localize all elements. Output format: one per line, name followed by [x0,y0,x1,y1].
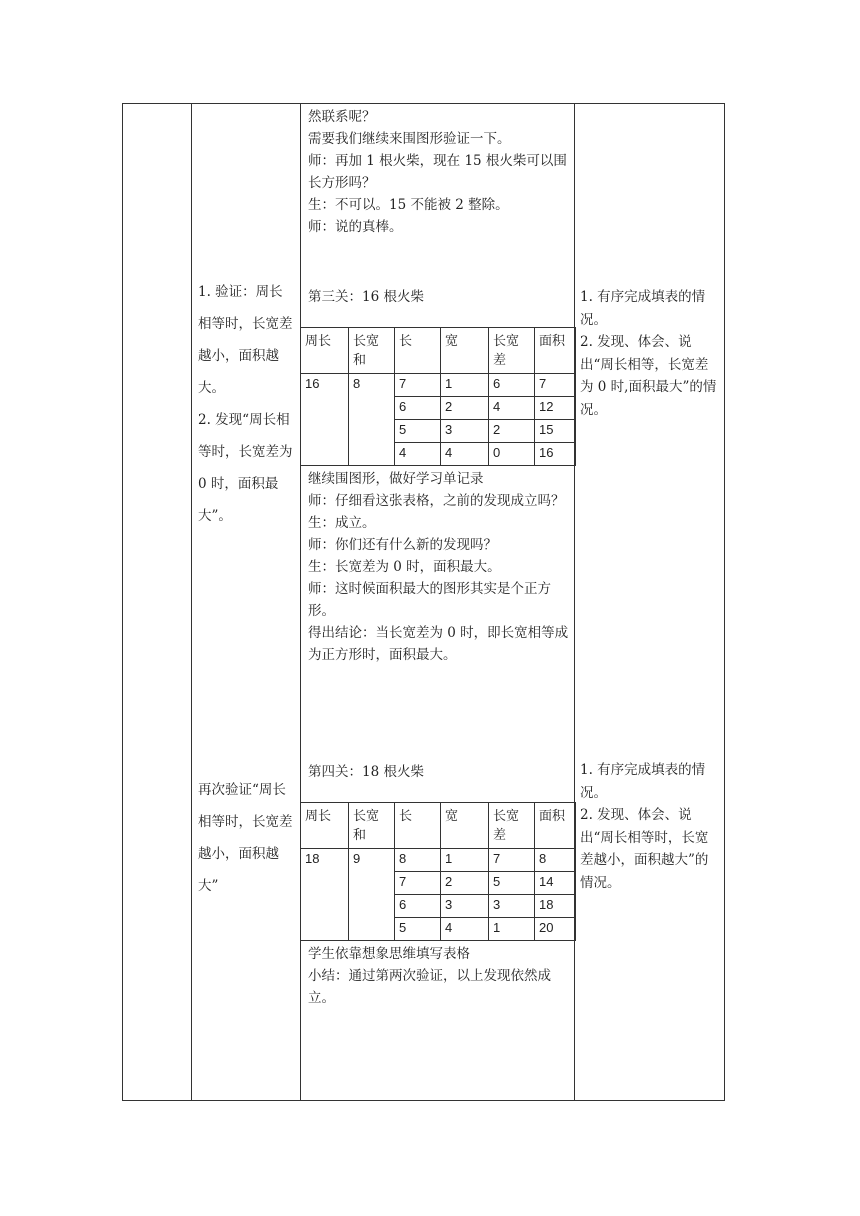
width-cell: 4 [441,443,489,466]
header-perimeter: 周长 [301,328,349,374]
header-sum: 长宽和 [349,328,395,374]
sum-cell: 8 [349,374,395,466]
header-diff: 长宽差 [489,328,535,374]
header-sum: 长宽和 [349,803,395,849]
perimeter-cell: 18 [301,849,349,941]
width-cell: 2 [441,397,489,420]
area-cell: 12 [535,397,576,420]
area-cell: 20 [535,918,576,941]
width-cell: 1 [441,374,489,397]
width-cell: 1 [441,849,489,872]
objective-block-2: 再次验证“周长相等时，长宽差越小，面积越大” [198,782,293,894]
diff-cell: 6 [489,374,535,397]
header-area: 面积 [535,803,576,849]
dialogue-line: 学生依靠想象思维填写表格 [308,946,470,962]
assessment-item: 2. 发现、体会、说出“周长相等时，长宽差越小，面积越大”的情况。 [580,807,709,891]
length-cell: 7 [395,374,441,397]
area-cell: 18 [535,895,576,918]
level4-table [300,802,576,941]
level3-table [300,327,576,466]
header-width: 宽 [441,803,489,849]
sum-cell: 9 [349,849,395,941]
assessment-block-1 [580,286,720,421]
level3-title: 第三关：16 根火柴 [308,289,424,305]
assessment-item: 1. 有序完成填表的情况。 [580,289,706,328]
objective-item: 1. 验证：周长相等时，长宽差越小，面积越大。 [198,284,293,396]
area-cell: 7 [535,374,576,397]
dialogue-line: 生：不可以。15 不能被 2 整除。 [308,197,509,213]
width-cell: 3 [441,420,489,443]
diff-cell: 7 [489,849,535,872]
dialogue-line: 师：仔细看这张表格，之前的发现成立吗？ [308,493,565,509]
dialogue-line: 然联系呢？ [308,109,376,125]
column-divider-3 [574,103,575,1101]
dialogue-line: 生：长宽差为 0 时，面积最大。 [308,559,501,575]
header-area: 面积 [535,328,576,374]
dialogue-line: 得出结论：当长宽差为 0 时，即长宽相等成为正方形时，面积最大。 [308,625,569,663]
dialogue-line: 需要我们继续来围图形验证一下。 [308,131,511,147]
header-diff: 长宽差 [489,803,535,849]
header-length: 长 [395,803,441,849]
length-cell: 8 [395,849,441,872]
assessment-item: 2. 发现、体会、说出“周长相等，长宽差为 0 时,面积最大”的情况。 [580,334,717,418]
dialogue-line: 师：这时候面积最大的图形其实是个正方形。 [308,581,551,619]
area-cell: 14 [535,872,576,895]
diff-cell: 5 [489,872,535,895]
objective-item: 2. 发现“周长相等时，长宽差为 0 时，面积最大”。 [198,412,293,524]
dialogue-line: 师：你们还有什么新的发现吗？ [308,537,497,553]
objective-block-1 [198,276,296,532]
header-perimeter: 周长 [301,803,349,849]
diff-cell: 3 [489,895,535,918]
length-cell: 5 [395,420,441,443]
diff-cell: 1 [489,918,535,941]
dialogue-line: 生：成立。 [308,515,376,531]
dialogue-bottom [308,943,570,1009]
width-cell: 4 [441,918,489,941]
header-width: 宽 [441,328,489,374]
width-cell: 2 [441,872,489,895]
table-header-row [301,803,576,849]
dialogue-line: 继续围图形，做好学习单记录 [308,471,484,487]
dialogue-line: 师：再加 1 根火柴，现在 15 根火柴可以围长方形吗？ [308,153,567,191]
column-divider-1 [191,103,192,1101]
length-cell: 6 [395,397,441,420]
diff-cell: 0 [489,443,535,466]
diff-cell: 4 [489,397,535,420]
dialogue-line: 师：说的真棒。 [308,219,403,235]
header-length: 长 [395,328,441,374]
area-cell: 15 [535,420,576,443]
area-cell: 8 [535,849,576,872]
dialogue-top [308,106,570,238]
length-cell: 4 [395,443,441,466]
table-header-row [301,328,576,374]
table-row [301,849,576,872]
assessment-block-2 [580,759,720,894]
width-cell: 3 [441,895,489,918]
table-row [301,374,576,397]
dialogue-middle [308,468,570,666]
level4-title: 第四关：18 根火柴 [308,764,424,780]
column-divider-2 [300,103,301,1101]
length-cell: 7 [395,872,441,895]
length-cell: 6 [395,895,441,918]
area-cell: 16 [535,443,576,466]
diff-cell: 2 [489,420,535,443]
assessment-item: 1. 有序完成填表的情况。 [580,762,706,801]
length-cell: 5 [395,918,441,941]
dialogue-line: 小结：通过第两次验证，以上发现依然成立。 [308,968,551,1006]
perimeter-cell: 16 [301,374,349,466]
